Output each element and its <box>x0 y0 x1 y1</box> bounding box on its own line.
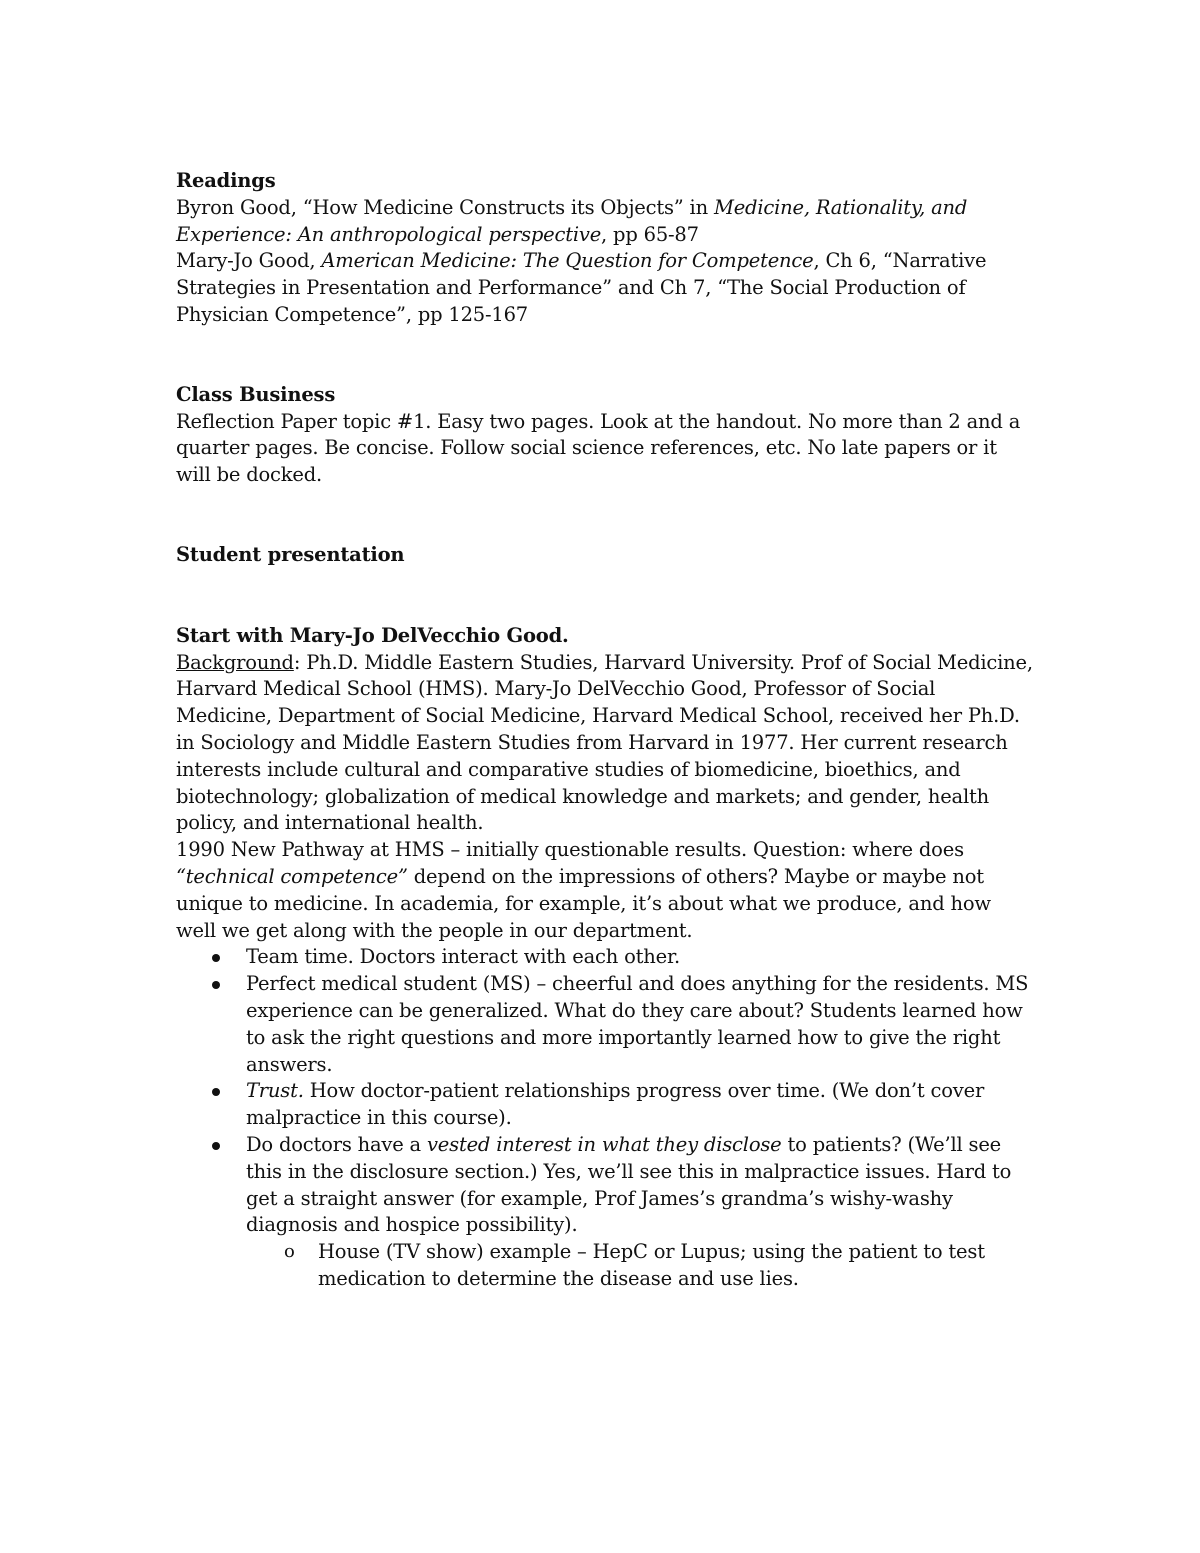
bullet-list <box>176 944 1036 1292</box>
class-business-heading: Class Business <box>176 382 336 406</box>
document-content <box>176 168 1036 1293</box>
bullet-icon <box>212 1142 220 1150</box>
reading-2-text-b: , Ch 6, “Narrative Strategies in Presentation and Performance” and Ch 7, “The Social Production of Physician Competence”, pp 125-167 <box>176 249 987 326</box>
list-item <box>176 1132 1036 1293</box>
bullet-italic: vested interest in what they disclose <box>426 1132 782 1156</box>
bullet-italic: Trust. <box>246 1079 304 1103</box>
bullet-icon <box>212 1088 220 1096</box>
reading-entry-byron-good <box>176 195 1036 249</box>
reading-2-book-title: American Medicine: The Question for Competence <box>321 249 814 273</box>
readings-heading: Readings <box>176 169 276 192</box>
spacer <box>176 489 1036 542</box>
list-item <box>176 1078 1036 1132</box>
sub-bullet-list <box>246 1239 1036 1293</box>
bullet-icon <box>212 954 220 962</box>
pathway-text-a: 1990 New Pathway at HMS – initially questionable results. Question: where does <box>176 838 964 862</box>
spacer <box>176 569 1036 623</box>
sub-list-item <box>246 1239 1036 1293</box>
bullet-text: How doctor-patient relationships progress over time. (We don’t cover malpractice in this course). <box>246 1079 985 1130</box>
reading-entry-mary-jo-good <box>176 248 1036 328</box>
pathway-text-b: depend on the impressions of others? Maybe or maybe not unique to medicine. In academia, for example, it’s about what we produce, and how well we get along with the people in our department. <box>176 864 991 942</box>
sub-bullet-text: House (TV show) example – HepC or Lupus; using the patient to test medication to determine the disease and use lies. <box>318 1240 985 1290</box>
class-business-text: Reflection Paper topic #1. Easy two pages. Look at the handout. No more than 2 and a quarter pages. Be concise. Follow social science references, etc. No late papers or it will be docked. <box>176 409 1021 487</box>
reading-1-text-a: Byron Good, “How Medicine Constructs its Objects” in <box>176 195 714 219</box>
background-paragraph <box>176 650 1036 838</box>
background-text: : Ph.D. Middle Eastern Studies, Harvard University. Prof of Social Medicine, Harvard Medical School (HMS). Mary-Jo DelVecchio Good, Professor of Social Medicine, Department of Social Medicine, Harvard Medical School, received her Ph.D. in Sociology and Middle Eastern Studies from Harvard in 1977. Her current research interests include cultural and comparative studies of biomedicine, bioethics, and biotechnology; globalization of medical knowledge and markets; and gender, health policy, and international health. <box>176 650 1033 835</box>
bullet-text: Do doctors have a <box>246 1132 427 1156</box>
list-item <box>176 971 1036 1078</box>
reading-1-text-b: , pp 65-87 <box>601 222 699 246</box>
student-presentation-heading: Student presentation <box>176 542 405 566</box>
reading-2-text-a: Mary-Jo Good, <box>176 249 322 273</box>
bullet-text: Perfect medical student (MS) – cheerful and does anything for the residents. MS experience can be generalized. What do they care about? Students learned how to ask the right questions and more importantly learned how to give the right answers. <box>246 972 1029 1076</box>
bullet-text: Team time. Doctors interact with each other. <box>246 945 680 969</box>
list-item <box>176 944 1036 971</box>
bullet-text: to patients? (We’ll see this in the disclosure section.) Yes, we’ll see this in malpractice issues. Hard to get a straight answer (for example, Prof James’s grandma’s wishy-washy diagnosis and hospice possibility). <box>246 1132 1012 1237</box>
hollow-bullet-icon: o <box>284 1241 295 1263</box>
spacer <box>176 329 1036 382</box>
reading-1-book-title: Medicine, Rationality, and Experience: An anthropological perspective <box>176 195 968 246</box>
start-section-heading: Start with Mary-Jo DelVecchio Good. <box>176 623 569 647</box>
pathway-italic: “technical competence” <box>176 864 408 888</box>
bullet-icon <box>212 981 220 989</box>
background-label: Background <box>176 650 294 674</box>
new-pathway-paragraph <box>176 837 1036 944</box>
